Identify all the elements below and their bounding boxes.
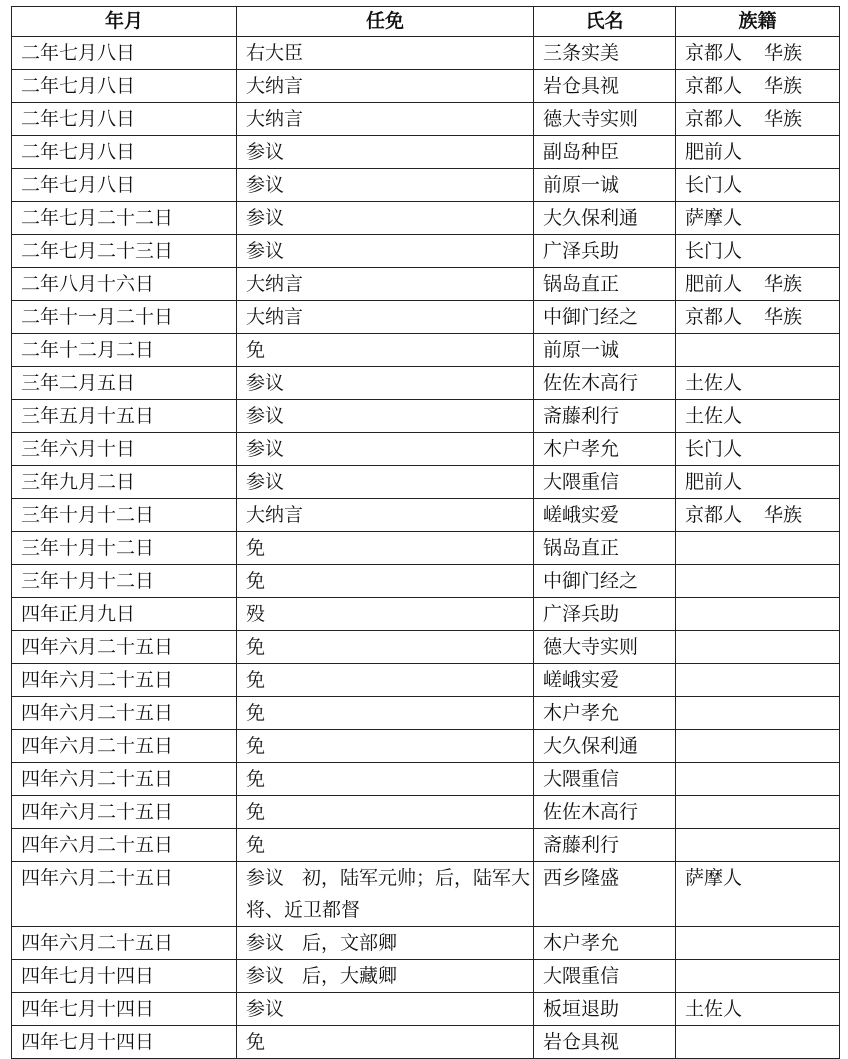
cell-origin <box>676 697 840 730</box>
appointment-text: 参议 <box>246 141 285 163</box>
cell-origin <box>676 37 840 70</box>
table-row <box>12 993 840 1026</box>
cell-appointment <box>237 169 534 202</box>
cell-date: 四年六月二十五日 <box>12 829 237 862</box>
cell-name: 大久保利通 <box>534 730 676 763</box>
origin-text: 京都人 <box>685 108 743 130</box>
table-row <box>12 598 840 631</box>
cell-origin <box>676 763 840 796</box>
cell-name: 三条实美 <box>534 37 676 70</box>
cell-date: 四年六月二十五日 <box>12 927 237 960</box>
cell-appointment <box>237 631 534 664</box>
cell-origin <box>676 268 840 301</box>
cell-origin <box>676 499 840 532</box>
cell-origin <box>676 301 840 334</box>
appointment-text: 参议 <box>246 471 285 493</box>
cell-date: 二年七月八日 <box>12 136 237 169</box>
appointment-text: 大纳言 <box>246 273 304 295</box>
appointment-text: 参议 <box>246 965 285 987</box>
table-row <box>12 136 840 169</box>
cell-origin <box>676 202 840 235</box>
cell-appointment <box>237 235 534 268</box>
appointment-text: 免 <box>246 702 266 724</box>
table-body <box>12 37 840 1059</box>
cell-origin <box>676 862 840 927</box>
cell-name: 板垣退助 <box>534 993 676 1026</box>
table-row <box>12 268 840 301</box>
cell-origin <box>676 598 840 631</box>
cell-origin <box>676 631 840 664</box>
appointment-note: 后，文部卿 <box>302 932 398 954</box>
cell-name: 中御门经之 <box>534 565 676 598</box>
origin-text: 京都人 <box>685 42 743 64</box>
cell-date: 四年六月二十五日 <box>12 664 237 697</box>
cell-name: 西乡隆盛 <box>534 862 676 927</box>
cell-origin <box>676 466 840 499</box>
cell-appointment <box>237 466 534 499</box>
appointment-text: 免 <box>246 735 266 757</box>
origin-text: 长门人 <box>685 438 743 460</box>
cell-date: 二年七月二十二日 <box>12 202 237 235</box>
cell-name: 德大寺实则 <box>534 631 676 664</box>
table-row <box>12 532 840 565</box>
header-origin: 族籍 <box>676 7 840 37</box>
appointments-table <box>11 6 840 1059</box>
cell-date: 二年七月八日 <box>12 103 237 136</box>
cell-name: 广泽兵助 <box>534 235 676 268</box>
cell-appointment <box>237 202 534 235</box>
table-row <box>12 730 840 763</box>
cell-date: 三年六月十日 <box>12 433 237 466</box>
cell-date: 三年九月二日 <box>12 466 237 499</box>
table-row <box>12 960 840 993</box>
cell-name: 岩仓具视 <box>534 1026 676 1059</box>
table-row <box>12 499 840 532</box>
cell-origin <box>676 433 840 466</box>
appointment-note: 初，陆军元帅；后，陆军大将、近卫都督 <box>246 867 531 921</box>
rank-text: 华族 <box>764 504 803 526</box>
table-row <box>12 70 840 103</box>
origin-text: 京都人 <box>685 504 743 526</box>
cell-appointment <box>237 664 534 697</box>
rank-text: 华族 <box>764 306 803 328</box>
cell-appointment <box>237 1026 534 1059</box>
cell-date: 二年七月八日 <box>12 37 237 70</box>
cell-appointment <box>237 268 534 301</box>
cell-name: 大隈重信 <box>534 763 676 796</box>
cell-date: 四年六月二十五日 <box>12 730 237 763</box>
cell-date: 三年十月十二日 <box>12 532 237 565</box>
cell-origin <box>676 796 840 829</box>
origin-text: 肥前人 <box>685 471 743 493</box>
cell-date: 二年十二月二日 <box>12 334 237 367</box>
table-row <box>12 301 840 334</box>
appointment-text: 参议 <box>246 867 285 889</box>
appointment-text: 参议 <box>246 405 285 427</box>
table-header <box>12 7 840 37</box>
cell-name: 嵯峨实爱 <box>534 499 676 532</box>
cell-appointment <box>237 927 534 960</box>
header-date: 年月 <box>12 7 237 37</box>
cell-appointment <box>237 730 534 763</box>
cell-appointment <box>237 598 534 631</box>
table-row <box>12 466 840 499</box>
cell-appointment <box>237 697 534 730</box>
cell-origin <box>676 730 840 763</box>
table-row <box>12 664 840 697</box>
table-row <box>12 169 840 202</box>
appointment-text: 参议 <box>246 932 285 954</box>
appointment-text: 大纳言 <box>246 108 304 130</box>
cell-appointment <box>237 367 534 400</box>
origin-text: 京都人 <box>685 75 743 97</box>
cell-date: 二年七月二十三日 <box>12 235 237 268</box>
rank-text: 华族 <box>764 42 803 64</box>
cell-name: 木户孝允 <box>534 433 676 466</box>
cell-origin <box>676 829 840 862</box>
cell-origin <box>676 565 840 598</box>
appointment-text: 大纳言 <box>246 306 304 328</box>
header-row <box>12 7 840 37</box>
cell-appointment <box>237 37 534 70</box>
cell-name: 中御门经之 <box>534 301 676 334</box>
appointment-text: 免 <box>246 1031 266 1053</box>
cell-date: 三年五月十五日 <box>12 400 237 433</box>
origin-text: 长门人 <box>685 174 743 196</box>
table-row <box>12 565 840 598</box>
cell-origin <box>676 400 840 433</box>
table-row <box>12 235 840 268</box>
cell-date: 四年七月十四日 <box>12 993 237 1026</box>
origin-text: 萨摩人 <box>685 207 743 229</box>
appointment-text: 大纳言 <box>246 504 304 526</box>
table-row <box>12 697 840 730</box>
cell-appointment <box>237 565 534 598</box>
appointment-text: 免 <box>246 834 266 856</box>
table-row <box>12 202 840 235</box>
origin-text: 肥前人 <box>685 273 743 295</box>
appointment-text: 免 <box>246 570 266 592</box>
cell-appointment <box>237 334 534 367</box>
cell-name: 大隈重信 <box>534 466 676 499</box>
table-row <box>12 1026 840 1059</box>
cell-origin <box>676 993 840 1026</box>
cell-name: 佐佐木高行 <box>534 796 676 829</box>
origin-text: 土佐人 <box>685 372 743 394</box>
cell-appointment <box>237 499 534 532</box>
cell-name: 岩仓具视 <box>534 70 676 103</box>
cell-name: 木户孝允 <box>534 697 676 730</box>
cell-date: 四年六月二十五日 <box>12 862 237 927</box>
table-row <box>12 631 840 664</box>
cell-date: 四年六月二十五日 <box>12 631 237 664</box>
cell-appointment <box>237 532 534 565</box>
cell-origin <box>676 235 840 268</box>
cell-date: 二年八月十六日 <box>12 268 237 301</box>
cell-date: 三年二月五日 <box>12 367 237 400</box>
cell-date: 四年七月十四日 <box>12 1026 237 1059</box>
origin-text: 京都人 <box>685 306 743 328</box>
cell-origin <box>676 927 840 960</box>
table-row <box>12 796 840 829</box>
appointment-text: 参议 <box>246 998 285 1020</box>
cell-date: 二年七月八日 <box>12 169 237 202</box>
cell-name: 前原一诚 <box>534 334 676 367</box>
cell-date: 三年十月十二日 <box>12 499 237 532</box>
cell-name: 锅岛直正 <box>534 268 676 301</box>
table-row <box>12 103 840 136</box>
cell-name: 大久保利通 <box>534 202 676 235</box>
cell-appointment <box>237 763 534 796</box>
cell-date: 四年六月二十五日 <box>12 796 237 829</box>
table-row <box>12 763 840 796</box>
rank-text: 华族 <box>764 273 803 295</box>
table-row <box>12 433 840 466</box>
cell-name: 佐佐木高行 <box>534 367 676 400</box>
cell-appointment <box>237 993 534 1026</box>
table-row <box>12 400 840 433</box>
cell-appointment <box>237 796 534 829</box>
cell-origin <box>676 136 840 169</box>
appointment-text: 免 <box>246 768 266 790</box>
cell-date: 四年六月二十五日 <box>12 697 237 730</box>
cell-appointment <box>237 960 534 993</box>
cell-appointment <box>237 829 534 862</box>
table-row <box>12 334 840 367</box>
header-appointment: 任免 <box>237 7 534 37</box>
table-row <box>12 862 840 927</box>
cell-origin <box>676 103 840 136</box>
appointment-text: 参议 <box>246 240 285 262</box>
origin-text: 萨摩人 <box>685 867 743 889</box>
cell-date: 四年六月二十五日 <box>12 763 237 796</box>
appointment-text: 右大臣 <box>246 42 304 64</box>
cell-name: 木户孝允 <box>534 927 676 960</box>
origin-text: 土佐人 <box>685 405 743 427</box>
appointment-text: 大纳言 <box>246 75 304 97</box>
cell-name: 广泽兵助 <box>534 598 676 631</box>
cell-name: 前原一诚 <box>534 169 676 202</box>
header-name: 氏名 <box>534 7 676 37</box>
cell-name: 锅岛直正 <box>534 532 676 565</box>
cell-name: 斋藤利行 <box>534 829 676 862</box>
cell-origin <box>676 334 840 367</box>
cell-origin <box>676 70 840 103</box>
cell-name: 斋藤利行 <box>534 400 676 433</box>
origin-text: 肥前人 <box>685 141 743 163</box>
appointment-text: 免 <box>246 669 266 691</box>
cell-appointment <box>237 136 534 169</box>
cell-origin <box>676 1026 840 1059</box>
table-row <box>12 829 840 862</box>
cell-appointment <box>237 862 534 927</box>
appointment-text: 参议 <box>246 438 285 460</box>
cell-date: 四年七月十四日 <box>12 960 237 993</box>
appointments-table-container <box>11 6 839 1059</box>
appointment-text: 殁 <box>246 603 266 625</box>
table-row <box>12 37 840 70</box>
cell-appointment <box>237 400 534 433</box>
rank-text: 华族 <box>764 75 803 97</box>
appointment-text: 参议 <box>246 372 285 394</box>
appointment-note: 后，大藏卿 <box>302 965 398 987</box>
cell-appointment <box>237 103 534 136</box>
appointment-text: 参议 <box>246 207 285 229</box>
cell-name: 大隈重信 <box>534 960 676 993</box>
appointment-text: 免 <box>246 339 266 361</box>
cell-name: 副岛种臣 <box>534 136 676 169</box>
appointment-text: 免 <box>246 801 266 823</box>
cell-name: 德大寺实则 <box>534 103 676 136</box>
cell-date: 四年正月九日 <box>12 598 237 631</box>
cell-origin <box>676 367 840 400</box>
origin-text: 土佐人 <box>685 998 743 1020</box>
cell-origin <box>676 664 840 697</box>
table-row <box>12 367 840 400</box>
cell-appointment <box>237 301 534 334</box>
appointment-text: 免 <box>246 537 266 559</box>
cell-appointment <box>237 70 534 103</box>
cell-origin <box>676 169 840 202</box>
table-row <box>12 927 840 960</box>
origin-text: 长门人 <box>685 240 743 262</box>
rank-text: 华族 <box>764 108 803 130</box>
cell-origin <box>676 960 840 993</box>
cell-appointment <box>237 433 534 466</box>
cell-name: 嵯峨实爱 <box>534 664 676 697</box>
cell-origin <box>676 532 840 565</box>
appointment-text: 免 <box>246 636 266 658</box>
cell-date: 二年十一月二十日 <box>12 301 237 334</box>
appointment-text: 参议 <box>246 174 285 196</box>
cell-date: 三年十月十二日 <box>12 565 237 598</box>
cell-date: 二年七月八日 <box>12 70 237 103</box>
